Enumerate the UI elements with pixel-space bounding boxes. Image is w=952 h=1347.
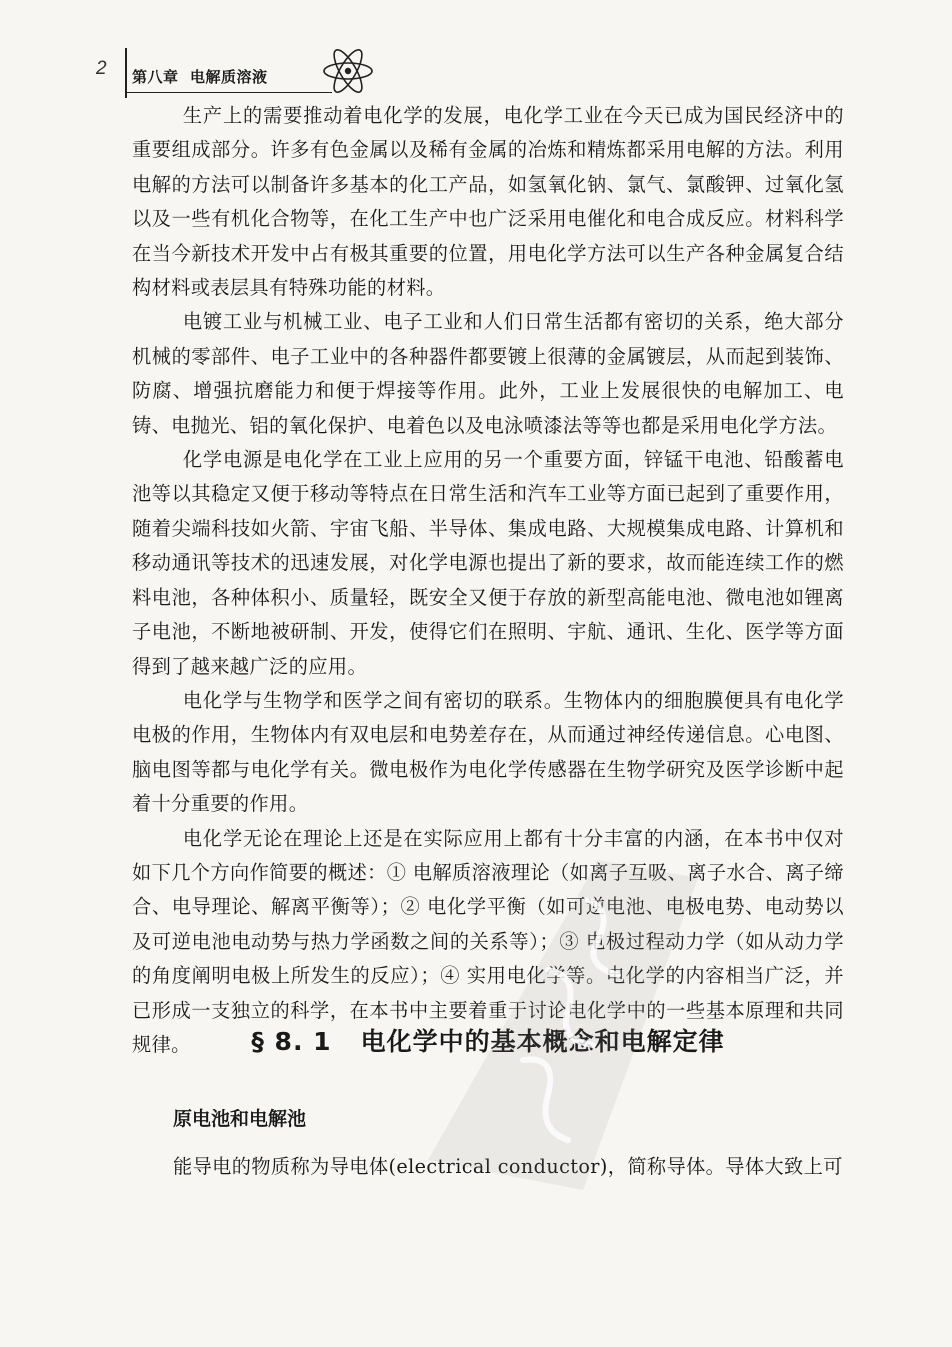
paragraph: 电镀工业与机械工业、电子工业和人们日常生活都有密切的关系，绝大部分机械的零部件、电子工业中的各种器件都要镀上很薄的金属镀层，从而起到装饰、防腐、增强抗磨能力和便于焊接等作用。此外，工业上发展很快的电解加工、电铸、电抛光、铝的氧化保护、电着色以及电泳喷漆法等等也都是采用电化学方法。: [132, 310, 844, 437]
chapter-title: 第八章 电解质溶液: [132, 68, 268, 86]
subsection-heading: 原电池和电解池: [173, 1108, 307, 1130]
paragraph: 电化学与生物学和医学之间有密切的联系。生物体内的细胞膜便具有电化学电极的作用，生物体内有双电层和电势差存在，从而通过神经传递信息。心电图、脑电图等都与电化学有关。微电极作为电化学传感器在生物学研究及医学诊断中起着十分重要的作用。: [132, 688, 844, 816]
paragraph: 生产上的需要推动着电化学的发展，电化学工业在今天已成为国民经济中的重要组成部分。许多有色金属以及稀有金属的冶炼和精炼都采用电解的方法。利用电解的方法可以制备许多基本的化工产品，如氢氧化钠、氯气、氯酸钾、过氧化氢以及一些有机化合物等，在化工生产中也广泛采用电催化和电合成反应。材料科学在当今新技术开发中占有极其重要的位置，用电化学方法可以生产各种金属复合结构材料或表层具有特殊功能的材料。: [132, 104, 844, 300]
paragraph: 化学电源是电化学在工业上应用的另一个重要方面，锌锰干电池、铅酸蓄电池等以其稳定又便于移动等特点在日常生活和汽车工业等方面已起到了重要作用，随着尖端科技如火箭、宇宙飞船、半导体、集成电路、大规模集成电路、计算机和移动通讯等技术的迅速发展，对化学电源也提出了新的要求，故而能连续工作的燃料电池，各种体积小、质量轻，既安全又便于存放的新型高能电池、微电池如锂离子电池，不断地被研制、开发，使得它们在照明、宇航、通讯、生化、医学等方面得到了越来越广泛的应用。: [132, 448, 844, 678]
page-header: [90, 40, 390, 100]
paragraph: 能导电的物质称为导电体(electrical conductor)，简称导体。导体大致上可: [173, 1155, 843, 1178]
header-underline: [127, 92, 332, 93]
header-vertical-rule: [125, 48, 127, 98]
section-heading: § 8. 1 电化学中的基本概念和电解定律: [251, 1027, 725, 1056]
paragraph: 电化学无论在理论上还是在实际应用上都有十分丰富的内涵，在本书中仅对如下几个方向作简要的概述：① 电解质溶液理论（如离子互吸、离子水合、离子缔合、电导理论、解离平衡等）；② 电化学平衡（如可逆电池、电极电势、电动势以及可逆电池电动势与热力学函数之间的关系等）；③ 电极过程动力学（如从动力学的角度阐明电极上所发生的反应）；④ 实用电化学等。电化学的内容相当广泛，并已形成一支独立的科学，在本书中主要着重于讨论电化学中的一些基本原理和共同规律。: [132, 826, 844, 1056]
page-number: 2: [96, 58, 107, 79]
atom-icon: [322, 45, 374, 97]
body-text: [132, 99, 844, 1062]
